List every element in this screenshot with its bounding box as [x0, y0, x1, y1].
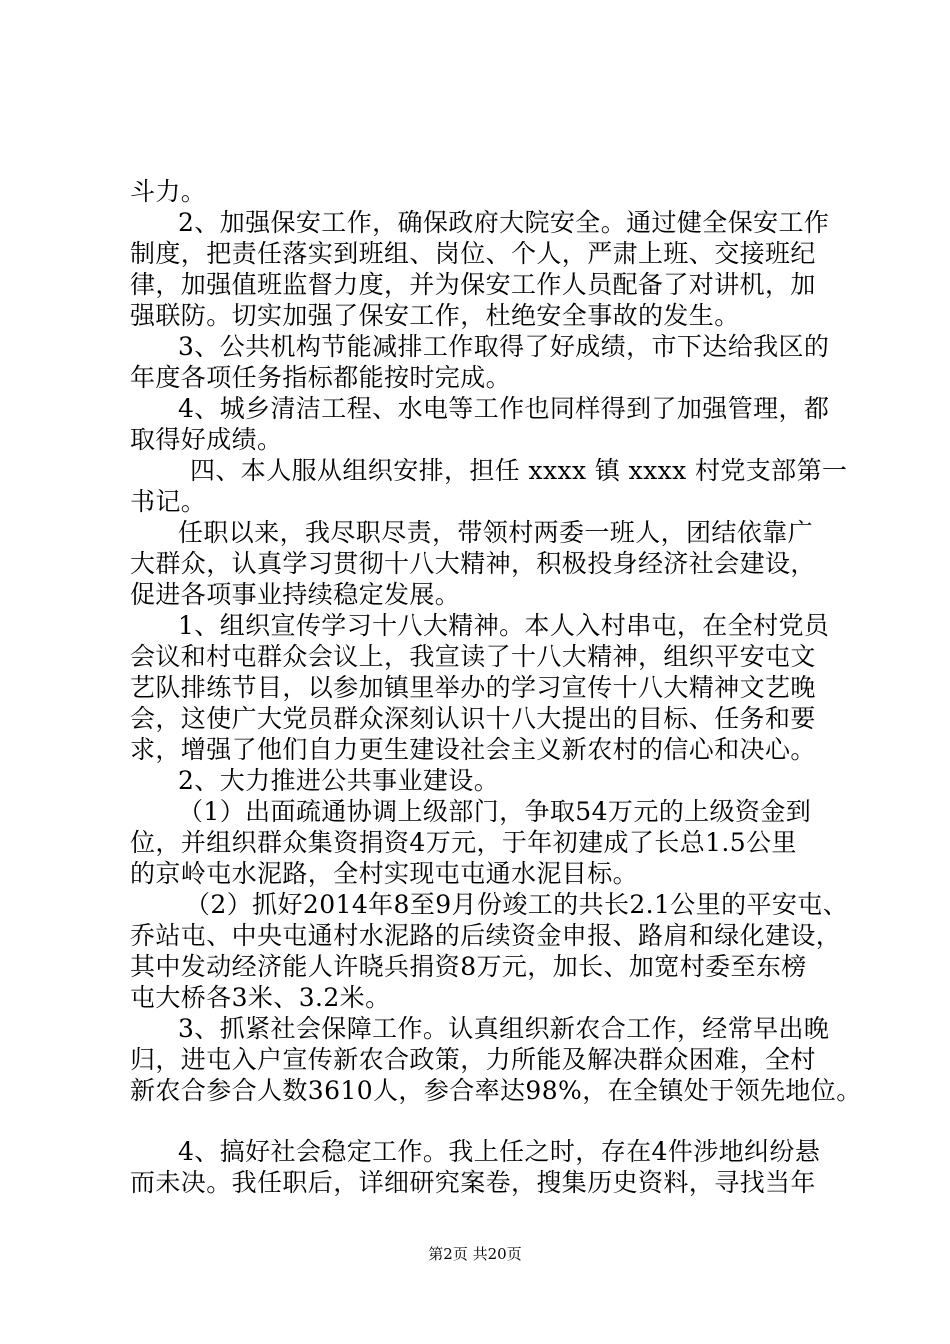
- text-line: （1）出面疏通协调上级部门，争取54万元的上级资金到: [178, 797, 812, 826]
- text-line: 位，并组织群众集资捐资4万元，于年初建成了长总1.5公里: [130, 828, 797, 857]
- text-line: 大群众，认真学习贯彻十八大精神，积极投身经济社会建设，: [130, 549, 816, 578]
- text-line: 会议和村屯群众会议上，我宣读了十八大精神，组织平安屯文: [130, 642, 816, 671]
- text-line: 而未决。我任职后，详细研究案卷，搜集历史资料，寻找当年: [130, 1168, 816, 1197]
- text-line: 强联防。切实加强了保安工作，杜绝安全事故的发生。: [130, 301, 740, 330]
- text-line: 4、城乡清洁工程、水电等工作也同样得到了加强管理，都: [178, 394, 830, 423]
- text-line: 3、公共机构节能减排工作取得了好成绩，市下达给我区的: [178, 332, 830, 361]
- text-line: 四、本人服从组织安排，担任 xxxx 镇 xxxx 村党支部第一: [190, 456, 848, 485]
- text-line: 斗力。: [130, 177, 207, 206]
- text-line: 新农合参合人数3610人，参合率达98%，在全镇处于领先地位。: [130, 1076, 862, 1105]
- text-line: 乔站屯、中央屯通村水泥路的后续资金申报、路肩和绿化建设，: [130, 921, 842, 950]
- text-line: 1、组织宣传学习十八大精神。本人入村串屯，在全村党员: [178, 611, 830, 640]
- text-line: 律，加强值班监督力度，并为保安工作人员配备了对讲机，加: [130, 270, 816, 299]
- text-line: 年度各项任务指标都能按时完成。: [130, 363, 512, 392]
- text-line: 其中发动经济能人许晓兵捐资8万元，加长、加宽村委至东榜: [130, 952, 807, 981]
- page-footer: 第2页 共20页: [428, 1245, 522, 1263]
- text-line: 求，增强了他们自力更生建设社会主义新农村的信心和决心。: [130, 735, 816, 764]
- text-line: 取得好成绩。: [130, 425, 283, 454]
- text-line: 3、抓紧社会保障工作。认真组织新农合工作，经常早出晚: [178, 1014, 830, 1043]
- text-line: 任职以来，我尽职尽责，带领村两委一班人，团结依靠广: [178, 518, 814, 547]
- text-line: 2、加强保安工作，确保政府大院安全。通过健全保安工作: [178, 208, 830, 237]
- text-line: 会，这使广大党员群众深刻认识十八大提出的目标、任务和要: [130, 704, 816, 733]
- text-line: 书记。: [130, 487, 207, 516]
- text-line: 的京岭屯水泥路，全村实现屯屯通水泥目标。: [130, 859, 639, 888]
- text-line: 制度，把责任落实到班组、岗位、个人，严肃上班、交接班纪: [130, 239, 816, 268]
- text-line: 屯大桥各3米、3.2米。: [130, 983, 391, 1012]
- text-line: 促进各项事业持续稳定发展。: [130, 580, 461, 609]
- text-line: 2、大力推进公共事业建设。: [178, 766, 500, 795]
- text-line: 艺队排练节目，以参加镇里举办的学习宣传十八大精神文艺晚: [130, 673, 816, 702]
- text-line: 4、搞好社会稳定工作。我上任之时，存在4件涉地纠纷悬: [178, 1137, 821, 1166]
- text-line: （2）抓好2014年8至9月份竣工的共长2.1公里的平安屯、: [185, 890, 849, 919]
- text-line: 归，进屯入户宣传新农合政策，力所能及解决群众困难，全村: [130, 1045, 816, 1074]
